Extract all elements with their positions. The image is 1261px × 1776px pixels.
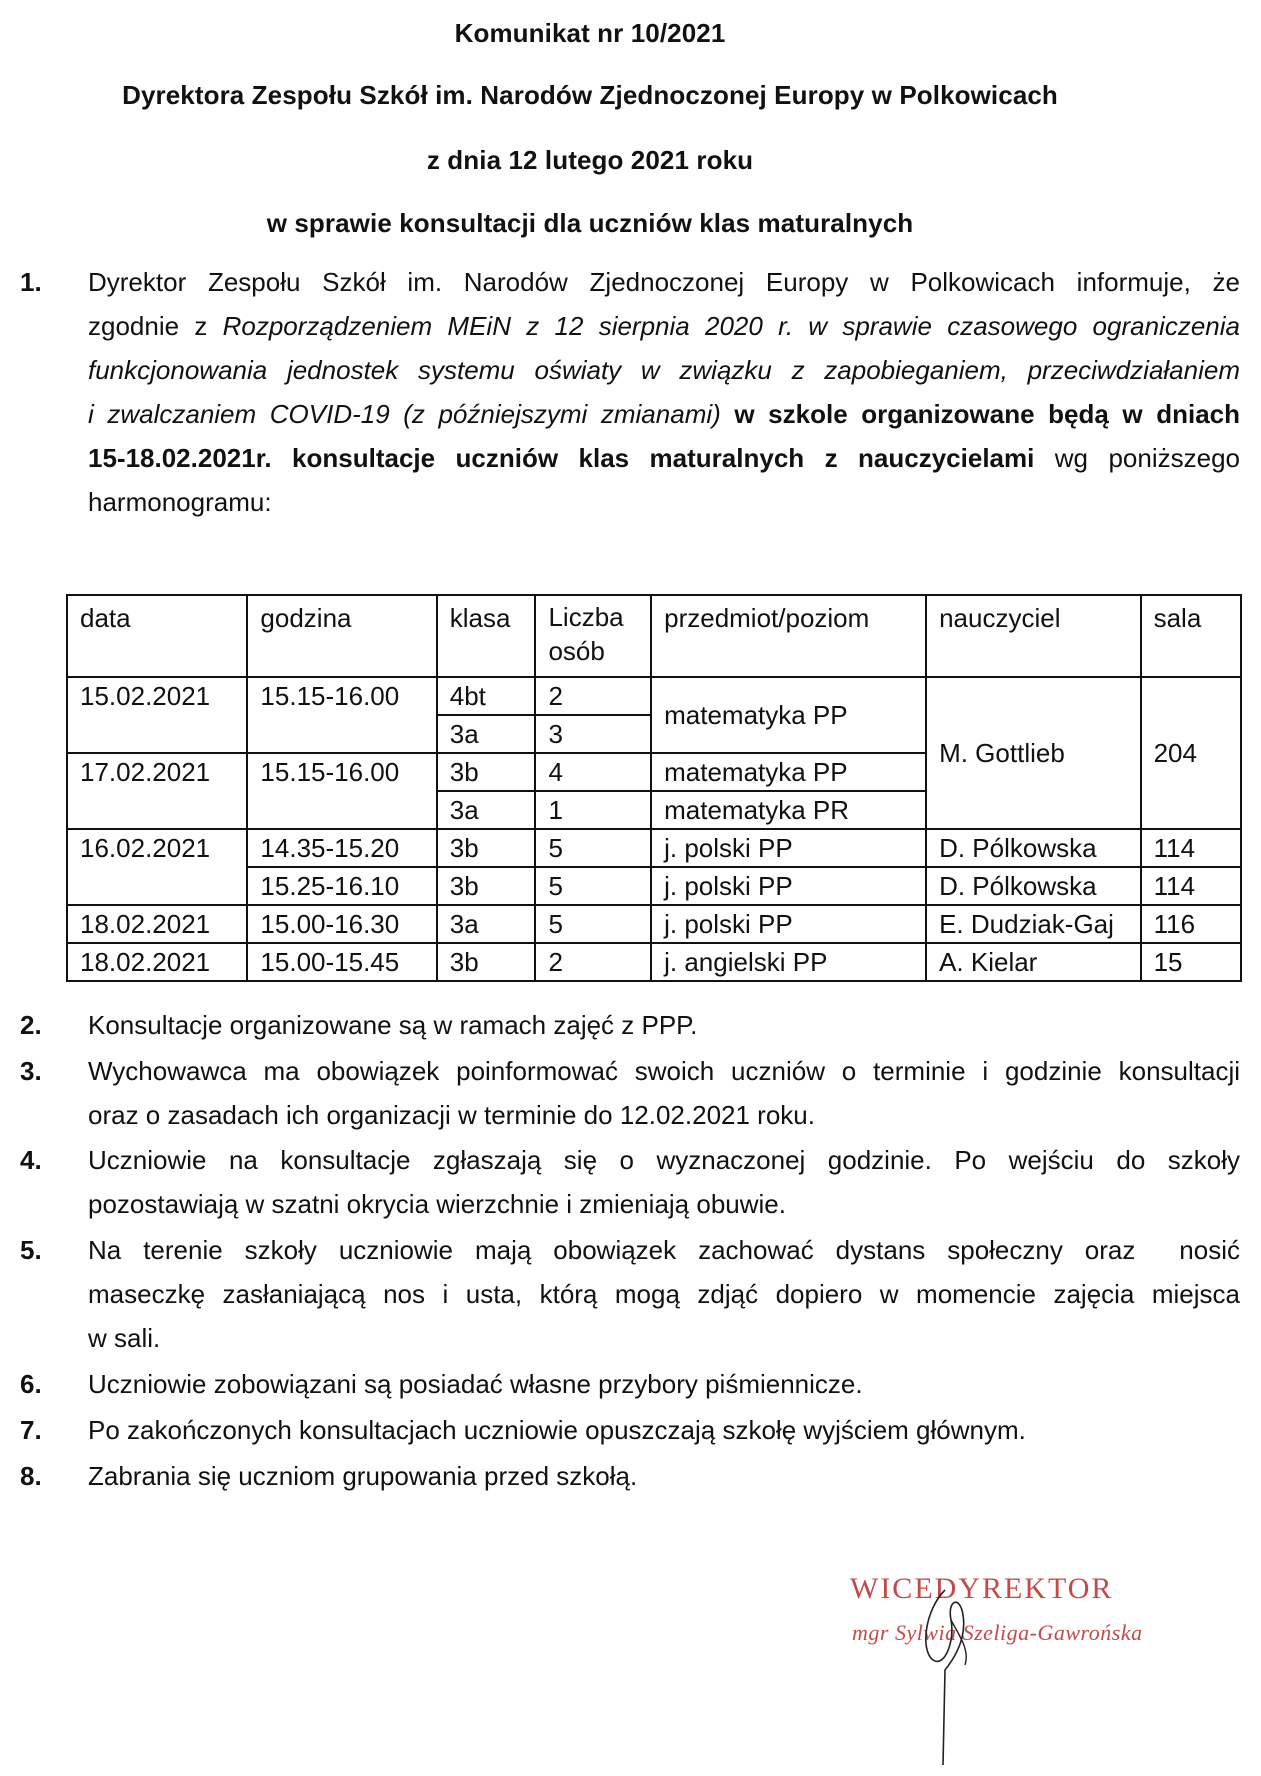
cell-room: 15 — [1141, 943, 1241, 981]
cell-count: 4 — [535, 753, 651, 791]
cell-date: 17.02.2021 — [67, 753, 247, 829]
cell-teacher: M. Gottlieb — [926, 677, 1141, 829]
cell-date: 15.02.2021 — [67, 677, 247, 753]
cell-time: 15.15-16.00 — [247, 677, 436, 753]
cell-count: 3 — [535, 715, 651, 753]
cell-date: 18.02.2021 — [67, 905, 247, 943]
table-row — [67, 829, 1241, 867]
cell-class: 3b — [437, 943, 536, 981]
table-row — [67, 905, 1241, 943]
cell-room: 114 — [1141, 829, 1241, 867]
item-text — [88, 1003, 1240, 1047]
document-title: Komunikat nr 10/2021 — [454, 18, 726, 48]
cell-time: 15.00-16.30 — [247, 905, 436, 943]
item-text — [88, 260, 1240, 524]
table-row — [67, 677, 1241, 715]
schedule-table — [66, 594, 1242, 982]
item-line: w sali. — [88, 1323, 161, 1353]
header-cell: klasa — [437, 595, 536, 677]
header-cell: nauczyciel — [926, 595, 1141, 677]
cell-class: 3b — [437, 867, 536, 905]
table-row — [67, 943, 1241, 981]
item-text — [88, 1408, 1240, 1452]
cell-room: 116 — [1141, 905, 1241, 943]
item-line: zgodnie z Rozporządzeniem MEiN z 12 sierpnia 2020 r. w sprawie czasowego ograniczenia — [88, 311, 1240, 341]
item-line: 15-18.02.2021r. konsultacje uczniów klas maturalnych z nauczycielami wg poniższego — [88, 443, 1240, 473]
cell-class: 3b — [437, 753, 536, 791]
cell-subject: j. polski PP — [651, 829, 926, 867]
cell-date: 16.02.2021 — [67, 829, 247, 905]
item-number: 2. — [20, 1010, 42, 1040]
item-line: i zwalczaniem COVID-19 (z późniejszymi zmianami) w szkole organizowane będą w dniach — [88, 399, 1240, 429]
item-line: Dyrektor Zespołu Szkół im. Narodów Zjednoczonej Europy w Polkowicach informuje, że — [88, 267, 1240, 297]
item-line: maseczkę zasłaniającą nos i usta, którą mogą zdjąć dopiero w momencie zajęcia miejsca — [88, 1279, 1240, 1309]
item-line: harmonogramu: — [88, 487, 272, 517]
cell-count: 5 — [535, 867, 651, 905]
item-line: funkcjonowania jednostek systemu oświaty w związku z zapobieganiem, przeciwdziałaniem — [88, 355, 1240, 385]
cell-time: 15.00-15.45 — [247, 943, 436, 981]
cell-room: 114 — [1141, 867, 1241, 905]
cell-subject: j. polski PP — [651, 867, 926, 905]
cell-time: 14.35-15.20 — [247, 829, 436, 867]
cell-teacher: D. Pólkowska — [926, 829, 1141, 867]
document-issuer: Dyrektora Zespołu Szkół im. Narodów Zjednoczonej Europy w Polkowicach — [122, 80, 1058, 110]
item-number: 4. — [20, 1145, 42, 1175]
cell-time: 15.15-16.00 — [247, 753, 436, 829]
header-cell: godzina — [247, 595, 436, 677]
header-cell: data — [67, 595, 247, 677]
item-number: 1. — [20, 267, 42, 297]
item-line: Konsultacje organizowane są w ramach zajęć z PPP. — [88, 1010, 698, 1040]
cell-count: 2 — [535, 943, 651, 981]
cell-class: 3b — [437, 829, 536, 867]
cell-class: 3a — [437, 905, 536, 943]
item-number: 8. — [20, 1461, 42, 1491]
regulation-reference: Rozporządzeniem MEiN z 12 sierpnia 2020 r. w sprawie czasowego ograniczenia — [222, 311, 1240, 341]
item-line: Uczniowie zobowiązani są posiadać własne przybory piśmiennicze. — [88, 1369, 863, 1399]
document-subject: w sprawie konsultacji dla uczniów klas maturalnych — [266, 208, 914, 238]
stamp-title: WICEDYREKTOR — [850, 1572, 1114, 1605]
item-line: Wychowawca ma obowiązek poinformować swoich uczniów o terminie i godzinie konsultacji — [88, 1056, 1240, 1086]
item-line: pozostawiają w szatni okrycia wierzchnie i zmieniają obuwie. — [88, 1189, 786, 1219]
item-line: Uczniowie na konsultacje zgłaszają się o wyznaczonej godzinie. Po wejściu do szkoły — [88, 1145, 1240, 1175]
header-cell: sala — [1141, 595, 1241, 677]
cell-count: 1 — [535, 791, 651, 829]
cell-count: 5 — [535, 905, 651, 943]
cell-class: 3a — [437, 791, 536, 829]
header-cell: przedmiot/poziom — [651, 595, 926, 677]
item-text — [88, 1362, 1240, 1406]
item-number: 7. — [20, 1415, 42, 1445]
cell-count: 5 — [535, 829, 651, 867]
item-line: oraz o zasadach ich organizacji w terminie do 12.02.2021 roku. — [88, 1100, 815, 1130]
cell-teacher: A. Kielar — [926, 943, 1141, 981]
cell-class: 4bt — [437, 677, 536, 715]
stamp-name: mgr Sylwia Szeliga-Gawrońska — [852, 1620, 1143, 1645]
item-text — [88, 1138, 1240, 1226]
item-line: Na terenie szkoły uczniowie mają obowiązek zachować dystans społeczny oraz nosić — [88, 1235, 1240, 1265]
item-text — [88, 1049, 1240, 1137]
item-line: Zabrania się uczniom grupowania przed szkołą. — [88, 1461, 638, 1491]
item-text — [88, 1228, 1240, 1360]
document-date: z dnia 12 lutego 2021 roku — [426, 145, 754, 175]
cell-class: 3a — [437, 715, 536, 753]
cell-teacher: E. Dudziak-Gaj — [926, 905, 1141, 943]
cell-count: 2 — [535, 677, 651, 715]
cell-subject: j. polski PP — [651, 905, 926, 943]
cell-subject: matematyka PR — [651, 791, 926, 829]
cell-room: 204 — [1141, 677, 1241, 829]
item-text — [88, 1454, 1240, 1498]
cell-subject: matematyka PP — [651, 677, 926, 753]
item-number: 5. — [20, 1235, 42, 1265]
table-header-row — [67, 595, 1241, 677]
cell-teacher: D. Pólkowska — [926, 867, 1141, 905]
signature-scribble — [915, 1580, 985, 1770]
item-number: 3. — [20, 1056, 42, 1086]
item-number: 6. — [20, 1369, 42, 1399]
cell-subject: j. angielski PP — [651, 943, 926, 981]
cell-subject: matematyka PP — [651, 753, 926, 791]
header-cell: Liczba osób — [535, 595, 651, 677]
cell-time: 15.25-16.10 — [247, 867, 436, 905]
item-line: Po zakończonych konsultacjach uczniowie opuszczają szkołę wyjściem głównym. — [88, 1415, 1026, 1445]
cell-date: 18.02.2021 — [67, 943, 247, 981]
